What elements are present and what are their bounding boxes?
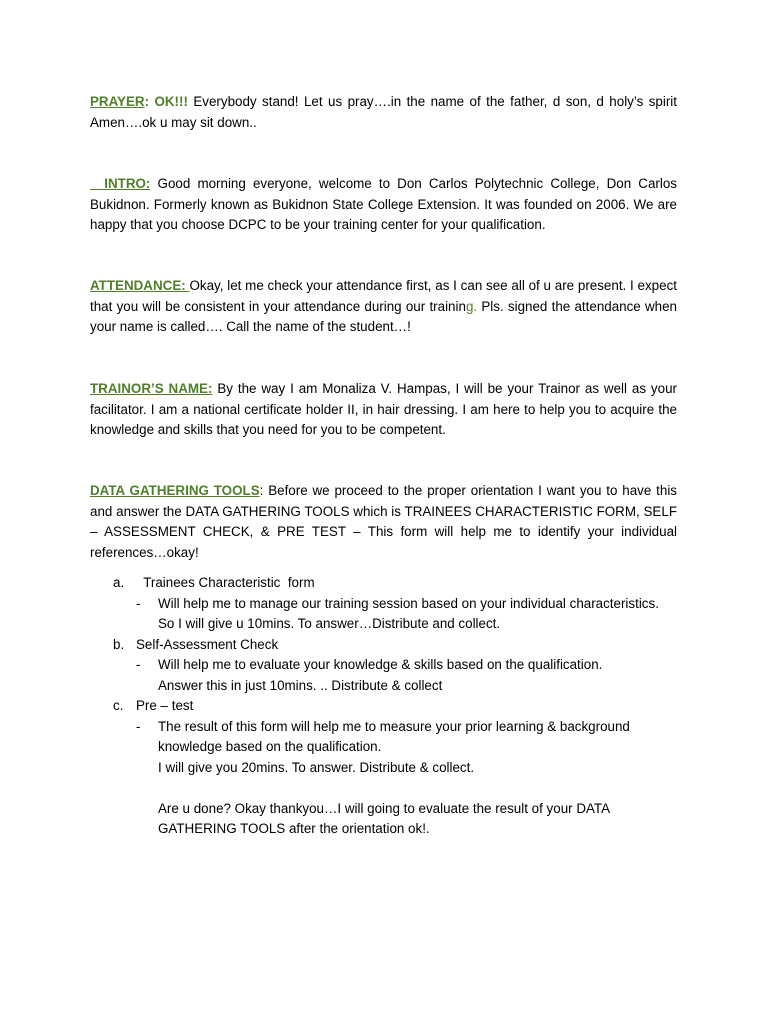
- list-item-a: [90, 573, 690, 594]
- list-item-c: [90, 696, 690, 717]
- trainor-text: By the way I am Monaliza V. Hampas, I will be your Trainor as well as your facilitator. I am a national certificate holder II, in hair dressing. I am here to help you to acquire the knowledge and skills that you need for you to be competent.: [90, 381, 677, 437]
- list-label-c: Pre – test: [136, 698, 194, 713]
- list-item-b: [90, 635, 690, 656]
- sub-list-a: [90, 594, 690, 635]
- attendance-text-a: Okay, let me check your attendance first, as I can see all of u are present. I expect that you will be consistent in your attendance during our trainin: [90, 278, 677, 314]
- intro-paragraph: [90, 174, 677, 236]
- trainor-heading: TRAINOR’S NAME:: [90, 381, 213, 396]
- prayer-ok: OK!!!: [149, 94, 188, 109]
- prayer-paragraph: [90, 92, 677, 133]
- dash-marker-b: -: [136, 657, 141, 672]
- tools-text: : Before we proceed to the proper orientation I want you to have this and answer the DATA GATHERING TOOLS which is TRAINEES CHARACTERISTIC FORM, SELF – ASSESSMENT CHECK, & PRE TEST – This form will help me to identify your individual references…okay!: [90, 483, 677, 560]
- blank-line: [158, 778, 690, 799]
- closing-line-2: GATHERING TOOLS after the orientation ok!.: [158, 821, 430, 836]
- prayer-colon: :: [144, 94, 150, 109]
- sub-line-c-3: I will give you 20mins. To answer. Distribute & collect.: [158, 759, 475, 775]
- attendance-paragraph: [90, 276, 677, 338]
- sub-list-c: [90, 717, 690, 840]
- sub-line-c-2: knowledge based on the qualification.: [158, 739, 382, 754]
- attendance-text-g: g.: [465, 298, 478, 314]
- list-marker-a: a.: [113, 575, 125, 590]
- tools-heading: DATA GATHERING TOOLS: [90, 483, 260, 498]
- list-marker-b: b.: [113, 636, 125, 652]
- trainor-paragraph: [90, 379, 677, 441]
- intro-heading: INTRO:: [90, 176, 151, 191]
- sub-line-a-1: Will help me to manage our training session based on your individual characteristics.: [158, 595, 659, 611]
- tools-paragraph: [90, 481, 677, 563]
- intro-text: Good morning everyone, welcome to Don Carlos Polytechnic College, Don Carlos Bukidnon. Formerly known as Bukidnon State College Extension. It was founded on 2006. We are happy that you choose DCPC to be your training center for your qualification.: [90, 176, 678, 232]
- attendance-text-b: Pls. signed the attendance when your name is called…. Call the name of the student…!: [90, 298, 678, 334]
- dash-marker-c: -: [136, 718, 141, 734]
- prayer-heading: PRAYER: [90, 94, 145, 109]
- sub-line-b-2: Answer this in just 10mins. .. Distribute & collect: [158, 677, 443, 693]
- list-marker-c: c.: [113, 698, 124, 713]
- attendance-heading: ATTENDANCE:: [90, 278, 190, 293]
- list-label-a: Trainees Characteristic form: [136, 575, 315, 590]
- closing-line-1: Are u done? Okay thankyou…I will going to evaluate the result of your DATA: [158, 800, 611, 816]
- list-label-b: Self-Assessment Check: [136, 636, 279, 652]
- tools-list: [90, 573, 690, 840]
- dash-marker-a: -: [136, 595, 141, 611]
- prayer-text: Everybody stand! Let us pray….in the name of the father, d son, d holy’s spirit Amen….ok u may sit down..: [90, 94, 677, 130]
- sub-line-a-2: So I will give u 10mins. To answer…Distribute and collect.: [158, 616, 501, 631]
- sub-list-b: [90, 655, 690, 696]
- sub-line-c-1: The result of this form will help me to measure your prior learning & background: [158, 718, 630, 734]
- sub-line-b-1: Will help me to evaluate your knowledge & skills based on the qualification.: [158, 657, 603, 672]
